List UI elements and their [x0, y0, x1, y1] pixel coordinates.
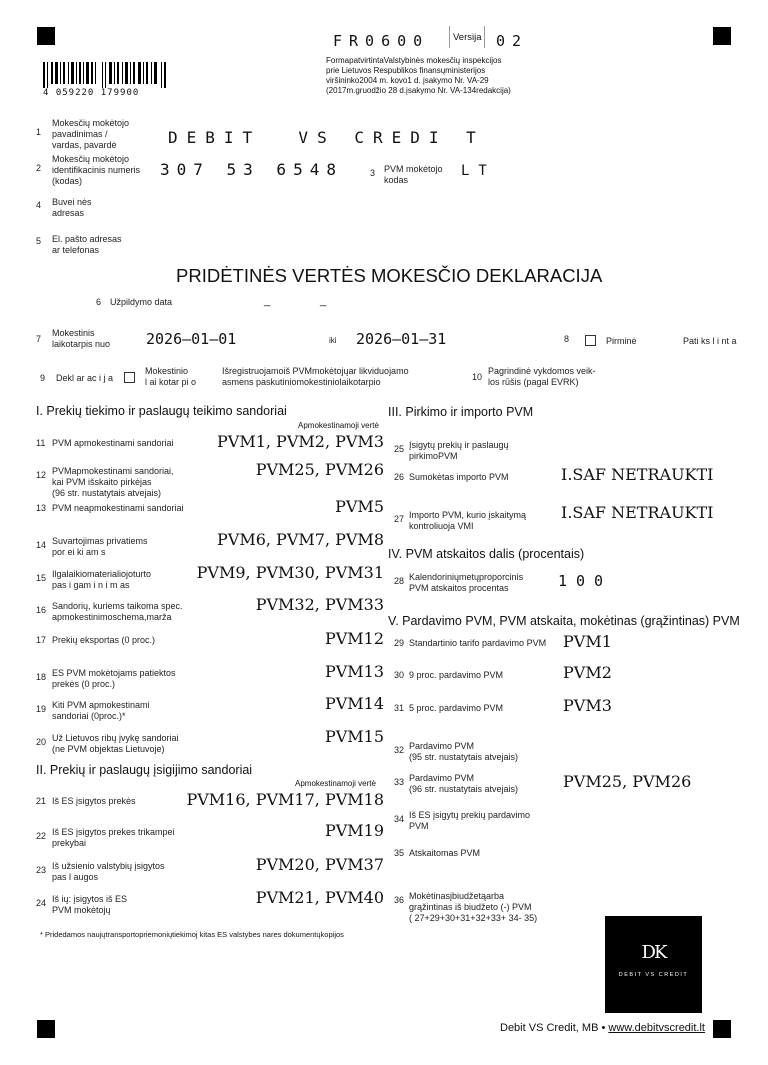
page-title: PRIDĖTINĖS VERTĖS MOKESČIO DEKLARACIJA	[176, 265, 603, 286]
logo-mark: DK	[641, 942, 666, 963]
section-2-title: II. Prekių ir paslaugų įsigijimo sandoriai	[36, 763, 253, 777]
field-number: 2	[36, 163, 42, 173]
field-number: 1	[36, 127, 42, 137]
row-number: 34	[394, 814, 405, 824]
row-value: PVM19	[324, 821, 384, 840]
section-4-title: IV. PVM atskaitos dalis (procentais)	[388, 547, 585, 561]
approval-line: FormapatvirtintaValstybinės mokesčių inspekcijos	[326, 56, 502, 65]
row-number: 19	[36, 704, 47, 714]
row-label	[409, 440, 509, 462]
row-value: PVM3	[563, 696, 612, 715]
footer-website-link[interactable]: www.debitvscredit.lt	[608, 1022, 705, 1034]
row-number: 26	[394, 472, 405, 482]
row-label	[409, 810, 530, 832]
row-number: 24	[36, 898, 47, 908]
first-label: Pirminė	[606, 336, 637, 346]
row-label	[52, 796, 136, 807]
row-label	[409, 741, 518, 763]
approval-line: viršininko2004 m. kovo1 d. įsakymo Nr. VA-29	[326, 76, 489, 85]
row-label-line: pas l augos	[52, 872, 99, 882]
row-number: 33	[394, 777, 405, 787]
row-value: 100	[558, 572, 613, 590]
logo-text: DEBIT VS CREDIT	[618, 972, 689, 978]
row-number: 20	[36, 737, 47, 747]
row-label-line: kontroliuoja VMI	[409, 521, 474, 531]
row-label-line: pas i gam i n i m as	[52, 580, 130, 590]
row-label	[409, 848, 480, 859]
row-number: 30	[394, 670, 405, 680]
row-number: 12	[36, 470, 47, 480]
row-value: PVM16, PVM17, PVM18	[186, 790, 384, 809]
first-checkbox[interactable]	[585, 335, 596, 346]
row-label-line: Kiti PVM apmokestinami	[52, 700, 150, 710]
row-number: 31	[394, 703, 405, 713]
row-label-line: PVM neapmokestinami sandoriai	[52, 503, 184, 513]
field-number: 4	[36, 200, 42, 210]
footnote: * Pridedamos naujųtransportopriemoniųtiekimoj kitas ES valstybes nares dokumentųkopijos	[40, 930, 344, 939]
row-label	[52, 733, 179, 755]
row-number: 25	[394, 444, 405, 454]
field-number: 7	[36, 334, 42, 344]
row-number: 23	[36, 865, 47, 875]
row-label-line: Iš ių: įsigytos iš ES	[52, 894, 128, 904]
row-label	[52, 503, 184, 514]
row-label	[409, 572, 523, 594]
row-label	[409, 472, 509, 483]
row-number: 32	[394, 745, 405, 755]
row-label-line: Atskaitomas PVM	[409, 848, 481, 858]
barcode	[43, 62, 169, 88]
row-value: PVM15	[324, 727, 384, 746]
row-label	[52, 569, 151, 591]
row-label-line: Iš ES įsigytos prekes trikampei	[52, 827, 175, 837]
row-label-line: sandoriai (0proc.)*	[52, 711, 126, 721]
row-label	[409, 510, 526, 532]
row-label-line: Sandorių, kuriems taikoma spec.	[52, 601, 183, 611]
row-label-line: Pardavimo PVM	[409, 741, 475, 751]
row-number: 29	[394, 638, 405, 648]
row-number: 13	[36, 503, 47, 513]
row-label-line: grąžintinas iš biudžeto (-) PVM	[409, 902, 532, 912]
row-number: 21	[36, 796, 47, 806]
row-label-line: Pardavimo PVM	[409, 773, 475, 783]
row-label-line: Prekių eksportas (0 proc.)	[52, 635, 156, 645]
row-number: 11	[36, 438, 46, 448]
period-checkbox-label: Mokestinio l ai kotar pi o	[145, 366, 197, 387]
amended-label: Pati ks l i nt a	[683, 336, 737, 346]
section-5-title: V. Pardavimo PVM, PVM atskaita, mokėtinas (grąžintinas) PVM	[388, 614, 740, 628]
row-label-line: kai PVM išskaito pirkėjas	[52, 477, 152, 487]
footer	[500, 1022, 705, 1034]
row-label	[52, 700, 150, 722]
form-code: FR0600	[333, 32, 430, 50]
row-label-line: PVM	[409, 821, 429, 831]
row-label-line: Iš užsienio valstybių įsigytos	[52, 861, 165, 871]
activity-label: Pagrindinė vykdomos veik- los rūšis (pagal EVRK)	[488, 366, 596, 387]
row-label-line: ES PVM mokėtojams patiektos	[52, 668, 176, 678]
field-number: 8	[564, 334, 570, 344]
row-number: 36	[394, 895, 405, 905]
row-label	[52, 894, 127, 916]
row-value: PVM2	[563, 663, 612, 682]
row-label-line: pirkimoPVM	[409, 451, 458, 461]
row-label-line: Įsigytų prekių ir paslaugų	[409, 440, 509, 450]
row-number: 14	[36, 540, 47, 550]
field-number: 9	[40, 373, 46, 383]
taxpayer-id-value: 307 53 6548	[160, 160, 343, 179]
registration-mark-bottom-left	[37, 1020, 55, 1038]
row-value: PVM14	[324, 694, 384, 713]
field-5-label: El. pašto adresas ar telefonas	[52, 234, 122, 255]
row-number: 17	[36, 635, 47, 645]
row-label-line: Ilgalaikiomaterialiojoturto	[52, 569, 152, 579]
row-label-line: por ei ki am s	[52, 547, 106, 557]
row-label	[52, 536, 148, 558]
declaration-label: Dekl ar ac i j a	[56, 373, 114, 383]
row-label-line: Sumokėtas importo PVM	[409, 472, 509, 482]
row-label	[409, 773, 518, 795]
row-number: 15	[36, 573, 47, 583]
row-value: PVM25, PVM26	[255, 460, 384, 479]
row-value: PVM20, PVM37	[255, 855, 384, 874]
row-label-line: Už Lietuvos ribų įvykę sandoriai	[52, 733, 179, 743]
row-label-line: Suvartojimas privatiems	[52, 536, 148, 546]
row-label	[52, 827, 175, 849]
approval-line: (2017m.gruodžio 28 d.įsakymo Nr. VA-134redakcija)	[326, 86, 511, 95]
footer-company: Debit VS Credit, MB •	[500, 1022, 609, 1034]
row-label-line: Iš ES įsigytos prekės	[52, 796, 136, 806]
row-label-line: Standartinio tarifo pardavimo PVM	[409, 638, 547, 648]
deregistration-label: Išregistruojamoiš PVMmokėtojųar likviduojamo asmens paskutiniomokestiniolaikotarpio	[222, 366, 409, 387]
row-label-line: Iš ES įsigytų prekių pardavimo	[409, 810, 531, 820]
period-label: Mokestinis laikotarpis nuo	[52, 328, 111, 349]
row-label-line: (96 str. nustatytais atvejais)	[409, 784, 519, 794]
row-number: 18	[36, 672, 47, 682]
row-value: PVM9, PVM30, PVM31	[196, 563, 384, 582]
registration-mark-bottom-right	[713, 1020, 731, 1038]
row-value: PVM13	[324, 662, 384, 681]
row-label-line: PVM mokėtojų	[52, 905, 111, 915]
fill-date-separator: _	[320, 295, 327, 307]
period-from-value: 2026–01–01	[146, 330, 237, 348]
fill-date-separator: _	[264, 295, 271, 307]
row-label	[52, 466, 174, 499]
row-label	[52, 601, 183, 623]
row-value: PVM6, PVM7, PVM8	[217, 530, 384, 549]
row-label-line: PVM apmokestinami sandoriai	[52, 438, 174, 448]
field-1-label: Mokesčių mokėtojo pavadinimas / vardas, pavardė	[52, 118, 130, 150]
row-label	[409, 670, 503, 681]
field-4-label: Buvei nės adresas	[52, 197, 92, 218]
company-logo	[605, 916, 702, 1013]
row-label-line: ( 27+29+30+31+32+33+ 34- 35)	[409, 913, 538, 923]
row-label	[52, 635, 155, 646]
approval-line: prie Lietuvos Respublikos finansųministerijos	[326, 66, 486, 75]
row-label-line: apmokestinimoschema,marža	[52, 612, 172, 622]
row-label-line: Kalendoriniųmetųproporcinis	[409, 572, 524, 582]
section-1-column-header: Apmokestinamoji vertė	[298, 421, 379, 430]
row-value: PVM1	[563, 632, 612, 651]
row-value: I.SAF NETRAUKTI	[561, 503, 714, 522]
row-label-line: (ne PVM objektas Lietuvoje)	[52, 744, 165, 754]
field-number: 10	[472, 372, 483, 382]
barcode-number: 4 059220 179900	[43, 88, 140, 98]
row-value: PVM12	[324, 629, 384, 648]
row-number: 16	[36, 605, 47, 615]
section-2-column-header: Apmokestinamoji vertė	[295, 779, 376, 788]
row-number: 35	[394, 848, 405, 858]
row-number: 27	[394, 514, 405, 524]
section-3-title: III. Pirkimo ir importo PVM	[388, 405, 534, 419]
period-to-label: iki	[329, 336, 337, 345]
registration-mark-top-left	[37, 27, 55, 45]
field-2-label: Mokesčių mokėtojo identifikacinis numeris (kodas)	[52, 154, 141, 186]
row-label-line: prekybai	[52, 838, 87, 848]
version-value: 02	[496, 32, 529, 50]
row-value: PVM32, PVM33	[255, 595, 384, 614]
row-label-line: Importo PVM, kurio įskaitymą	[409, 510, 527, 520]
row-label	[409, 703, 503, 714]
row-number: 22	[36, 831, 47, 841]
row-number: 28	[394, 576, 405, 586]
row-label	[409, 891, 537, 924]
row-value: I.SAF NETRAUKTI	[561, 465, 714, 484]
row-label-line: PVM atskaitos procentas	[409, 583, 509, 593]
row-label-line: prekės (0 proc.)	[52, 679, 116, 689]
row-label-line: (96 str. nustatytais atvejais)	[52, 488, 162, 498]
field-number: 3	[370, 168, 376, 178]
vat-code-value: LT	[461, 163, 496, 179]
row-label-line: PVMapmokestinami sandoriai,	[52, 466, 174, 476]
version-label: Versija	[453, 32, 482, 43]
section-1-title: I. Prekių tiekimo ir paslaugų teikimo sandoriai	[36, 404, 287, 418]
row-label-line: (95 str. nustatytais atvejais)	[409, 752, 519, 762]
field-number: 5	[36, 236, 42, 246]
registration-mark-top-right	[713, 27, 731, 45]
period-to-value: 2026–01–31	[356, 330, 447, 348]
taxpayer-name-value: DEBIT VS CREDI T	[168, 128, 485, 147]
fill-date-label: Užpildymo data	[110, 297, 173, 307]
period-checkbox[interactable]	[124, 372, 135, 383]
row-label	[409, 638, 546, 649]
row-label-line: 5 proc. pardavimo PVM	[409, 703, 504, 713]
row-value: PVM25, PVM26	[563, 772, 692, 791]
row-value: PVM21, PVM40	[255, 888, 384, 907]
field-number: 6	[96, 297, 102, 307]
row-value: PVM5	[335, 497, 384, 516]
row-label-line: 9 proc. pardavimo PVM	[409, 670, 504, 680]
row-label	[52, 861, 165, 883]
row-label	[52, 668, 176, 690]
row-value: PVM1, PVM2, PVM3	[217, 432, 384, 451]
row-label	[52, 438, 174, 449]
row-label-line: Mokėtinasįbiudžetąarba	[409, 891, 505, 901]
field-3-label: PVM mokėtojo kodas	[384, 164, 443, 185]
